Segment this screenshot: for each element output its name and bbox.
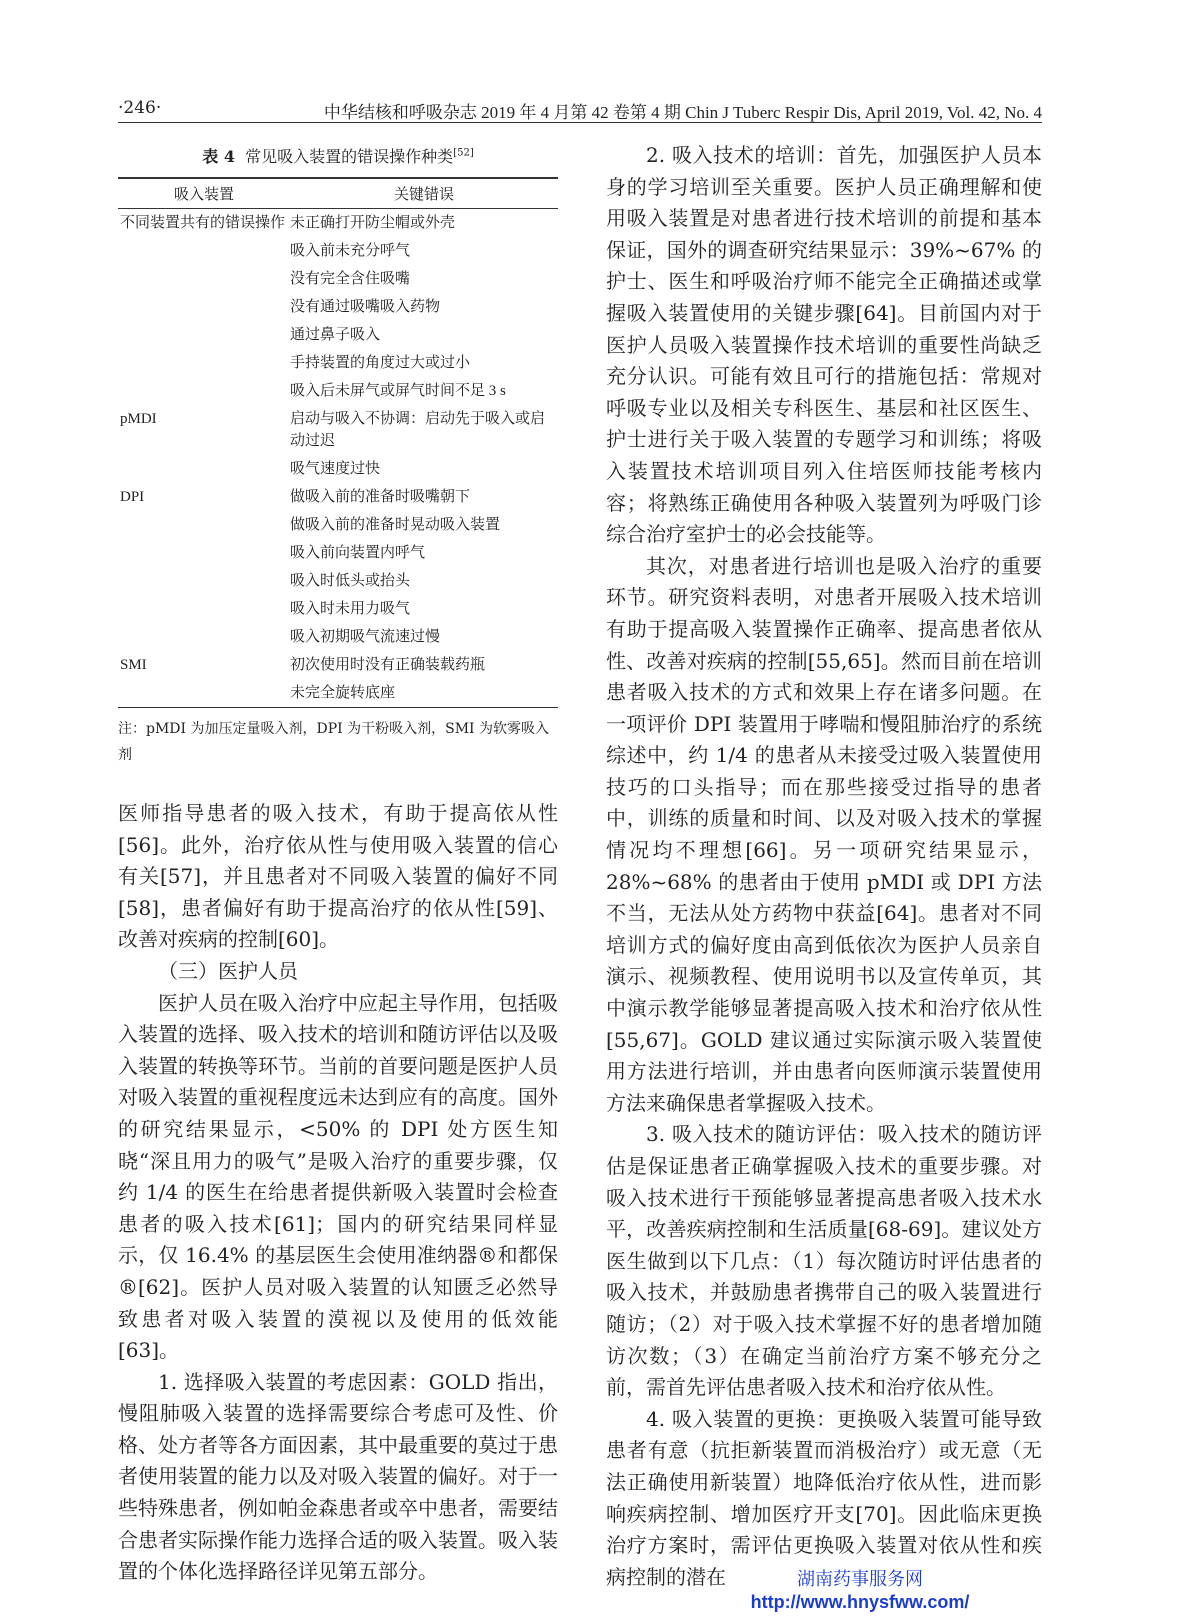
col-header-device: 吸入装置 (118, 178, 290, 209)
table-row (118, 209, 558, 238)
watermark-site-name: 湖南药事服务网 (796, 1569, 923, 1589)
left-paragraph-1: 医师指导患者的吸入技术，有助于提高依从性[56]。此外，治疗依从性与使用吸入装置的信心有关[57]，并且患者对不同吸入装置的偏好不同[58]，患者偏好有助于提高治疗的依从性[59]、改善对疾病的控制[60]。 (118, 801, 558, 952)
right-paragraph-1: 2. 吸入技术的培训：首先，加强医护人员本身的学习培训至关重要。医护人员正确理解和使用吸入装置是对患者进行技术培训的前提和基本保证，国外的调查研究结果显示：39%~67% 的护士、医生和呼吸治疗师不能完全正确描述或掌握吸入装置使用的关键步骤[64]。目前国内对于医护人员吸入装置操作技术培训的重要性尚缺乏充分认识。可能有效且可行的措施包括：常规对呼吸专业以及相关专科医生、基层和社区医生、护士进行关于吸入装置的专题学习和训练；将吸入装置技术培训项目列入住培医师技能考核内容；将熟练正确使用各种吸入装置列为呼吸门诊综合治疗室护士的必会技能等。 (606, 143, 1042, 547)
table-row (118, 567, 558, 595)
table-row (118, 455, 558, 483)
device-cell (118, 567, 290, 595)
table-row (118, 679, 558, 708)
device-cell (118, 455, 290, 483)
table-row (118, 237, 558, 265)
table-note: 注：pMDI 为加压定量吸入剂，DPI 为干粉吸入剂，SMI 为软雾吸入剂 (118, 721, 550, 763)
error-cell: 启动与吸入不协调：启动先于吸入或启动过迟 (290, 411, 546, 449)
table-row (118, 511, 558, 539)
table-row (118, 623, 558, 651)
right-paragraph-4: 4. 吸入装置的更换：更换吸入装置可能导致患者有意（抗拒新装置而消极治疗）或无意（无法正确使用新装置）地降低治疗依从性，进而影响疾病控制、增加医疗开支[70]。因此临床更换治疗方案时，需评估更换吸入装置对依从性和疾病控制的潜在 (606, 1406, 1042, 1589)
table-row (118, 349, 558, 377)
table-body (118, 209, 558, 708)
site-watermark (751, 1568, 970, 1614)
error-cell: 吸入时低头或抬头 (290, 573, 411, 589)
table-row (118, 265, 558, 293)
device-cell (118, 349, 290, 377)
table-row (118, 405, 558, 455)
left-paragraph-3: 1. 选择吸入装置的考虑因素：GOLD 指出，慢阻肺吸入装置的选择需要综合考虑可及性、价格、处方者等各方面因素，其中最重要的莫过于患者使用装置的能力以及对吸入装置的偏好。对于一些特殊患者，例如帕金森患者或卒中患者，需要结合患者实际操作能力选择合适的吸入装置。吸入装置的个体化选择路径详见第五部分。 (118, 1369, 558, 1584)
page-number: ·246· (118, 98, 162, 118)
device-cell: DPI (120, 489, 145, 505)
error-cell: 吸入后未屏气或屏气时间不足 3 s (290, 383, 506, 399)
error-cell: 做吸入前的准备时吸嘴朝下 (290, 489, 471, 505)
table-row (118, 651, 558, 679)
error-cell: 通过鼻子吸入 (290, 327, 381, 343)
table-row (118, 293, 558, 321)
error-cell: 吸入前未充分呼气 (290, 243, 411, 259)
error-cell: 手持装置的角度过大或过小 (290, 355, 471, 371)
section-heading: （三）医护人员 (158, 958, 298, 983)
device-cell (118, 265, 290, 293)
error-table (118, 177, 558, 708)
journal-title: 中华结核和呼吸杂志 2019 年 4 月第 42 卷第 4 期 Chin J Tuberc Respir Dis, April 2019, Vol. 42, No. 4 (323, 103, 1042, 122)
device-cell (118, 511, 290, 539)
error-cell: 吸气速度过快 (290, 461, 381, 477)
error-cell: 吸入初期吸气流速过慢 (290, 629, 441, 645)
col-header-error: 关键错误 (290, 178, 558, 209)
device-cell (118, 377, 290, 405)
table-title-ref: [52] (453, 147, 474, 159)
error-cell: 吸入前向装置内呼气 (290, 545, 426, 561)
error-cell: 未正确打开防尘帽或外壳 (290, 215, 456, 231)
right-paragraph-3: 3. 吸入技术的随访评估：吸入技术的随访评估是保证患者正确掌握吸入技术的重要步骤。对吸入技术进行干预能够显著提高患者吸入技术水平，改善疾病控制和生活质量[68-69]。建议处方医生做到以下几点：（1）每次随访时评估患者的吸入技术，并鼓励患者携带自己的吸入装置进行随访；（2）对于吸入技术掌握不好的患者增加随访次数；（3）在确定当前治疗方案不够充分之前，需首先评估患者吸入技术和治疗依从性。 (606, 1122, 1042, 1400)
table-title: 常见吸入装置的错误操作种类 (245, 147, 454, 166)
device-cell: SMI (120, 657, 147, 673)
table-row (118, 595, 558, 623)
right-paragraph-2: 其次，对患者进行培训也是吸入治疗的重要环节。研究资料表明，对患者开展吸入技术培训有助于提高吸入装置操作正确率、提高患者依从性、改善对疾病的控制[55,65]。然而目前在培训患者吸入技术的方式和效果上存在诸多问题。在一项评价 DPI 装置用于哮喘和慢阻肺治疗的系统综述中，约 1/4 的患者从未接受过吸入装置使用技巧的口头指导；而在那些接受过指导的患者中，训练的质量和时间、以及对吸入技术的掌握情况均不理想[66]。另一项研究结果显示，28%~68% 的患者由于使用 pMDI 或 DPI 方法不当，无法从处方药物中获益[64]。患者对不同培训方式的偏好度由高到低依次为医护人员亲自演示、视频教程、使用说明书以及宣传单页，其中演示教学能够显著提高吸入技术和治疗依从性[55,67]。GOLD 建议通过实际演示吸入装置使用方法进行培训，并由患者向医师演示装置使用方法来确保患者掌握吸入技术。 (606, 553, 1042, 1115)
device-cell (118, 237, 290, 265)
device-cell: pMDI (120, 411, 157, 427)
device-cell (118, 539, 290, 567)
device-cell (118, 679, 290, 708)
table-row (118, 539, 558, 567)
table-caption (118, 144, 558, 167)
error-cell: 初次使用时没有正确装载药瓶 (290, 657, 486, 673)
table-row (118, 321, 558, 349)
device-cell (118, 293, 290, 321)
left-column (118, 140, 558, 1588)
table-label: 表 4 (202, 147, 235, 166)
table-row (118, 483, 558, 511)
watermark-url: http://www.hnysfww.com/ (750, 1592, 970, 1612)
error-cell: 没有通过吸嘴吸入药物 (290, 299, 441, 315)
error-cell: 吸入时未用力吸气 (290, 601, 411, 617)
error-cell: 没有完全含住吸嘴 (290, 271, 411, 287)
device-cell (118, 321, 290, 349)
table-row (118, 377, 558, 405)
device-cell (118, 623, 290, 651)
device-cell (118, 595, 290, 623)
running-header (118, 98, 1042, 123)
right-column (606, 140, 1042, 1593)
error-cell: 做吸入前的准备时晃动吸入装置 (290, 517, 501, 533)
error-cell: 未完全旋转底座 (290, 679, 558, 708)
device-cell: 不同装置共有的错误操作 (120, 215, 286, 231)
left-paragraph-2: 医护人员在吸入治疗中应起主导作用，包括吸入装置的选择、吸入技术的培训和随访评估以及吸入装置的转换等环节。当前的首要问题是医护人员对吸入装置的重视程度远未达到应有的高度。国外的研究结果显示，<50% 的 DPI 处方医生知晓“深且用力的吸气”是吸入治疗的重要步骤，仅约 1/4 的医生在给患者提供新吸入装置时会检查患者的吸入技术[61]；国内的研究结果同样显示，仅 16.4% 的基层医生会使用准纳器®和都保®[62]。医护人员对吸入装置的认知匮乏必然导致患者对吸入装置的漠视以及使用的低效能[63]。 (118, 990, 558, 1363)
